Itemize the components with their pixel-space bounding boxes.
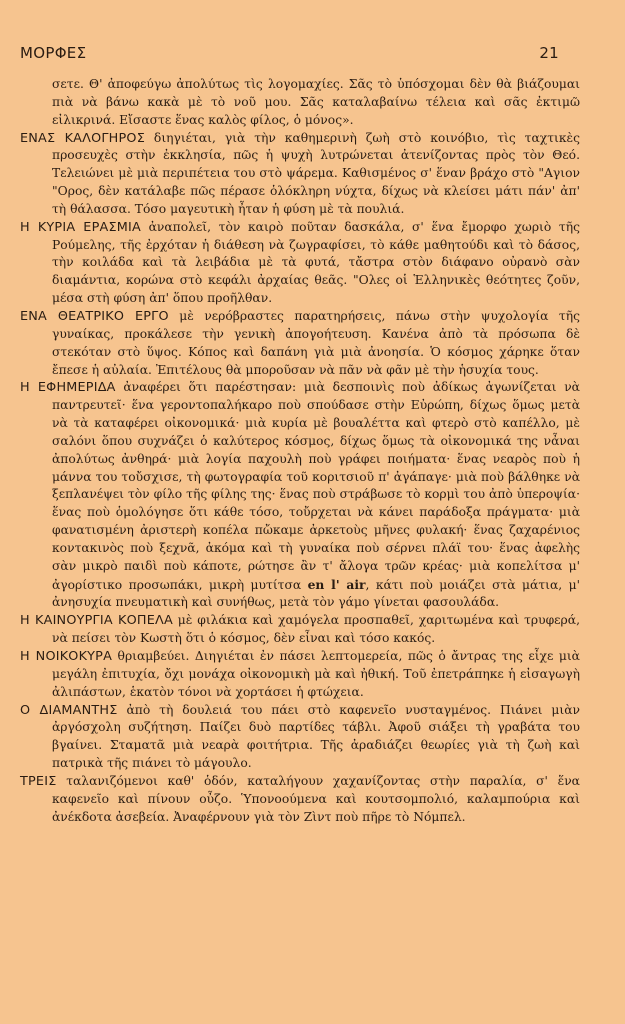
paragraph-title: ΕΝΑΣ ΚΑΛΟΓΗΡΟΣ xyxy=(20,130,145,146)
page-number: 21 xyxy=(539,44,559,62)
paragraph-title: Η ΝΟΙΚΟΚΥΡΑ xyxy=(20,649,113,664)
paragraph-three xyxy=(20,773,580,827)
paragraph-text: ἀναφέρει ὅτι παρέστησαν: μιὰ δεσποινὶς ποὺ ἀδίκως ἀγωνίζεται νὰ παντρευτεῖ· ἕνα γεροντοπαλήκαρο ποὺ σπούδασε στὴν Εὐρώπη, δίχως ὅμως μετὰ νὰ τὰ καταφέρει οἰκονομικά· μιὰ κυρία μὲ βουαλέττα καὶ φτερὸ στὸ καπέλλο, μὲ σαλόνι ὅπου συχνάζει ὁ καλύτερος κόσμος, δίχως ὅμως τὰ οἰκονομικά της νἆναι ἀπολύτως ἀνθηρά· μιὰ λογία παχουλὴ ποὺ γράφει ποιήματα· ἕνας νεαρὸς ποὺ ἡ μάννα του τοὔσχισε, τὴ φωτογραφία τοῦ κοριτσιοῦ π' ἀγάπαγε· μιὰ ποὺ βάλθηκε νὰ ξεπλανέψει τὸν φίλο τῆς φίλης της· ἕνας ποὺ στράβωσε τὸ κορμὶ του ἀπὸ ὑπεροψία· ἕνας ποὺ ὁμολόγησε ὅτι κάθε τόσο, τοὔρχεται νὰ κάνει παράδοξα πράγματα· μιὰ φανατισμένη ἀριστερὴ κοπέλα πὤκαμε ἀρκετοὺς μῆνες φυλακή· ἕνας ζαχαρένιος κοντακινὸς ποὺ ξεχνᾶ, ἀκόμα καὶ τὴ γυναίκα ποὺ σέρνει πλάϊ του· ἕνας ἀφελὴς σὰν μικρὸ παιδὶ ποὺ κάποτε, ρώτησε ἂν τ' ἄλογα τρῶν κρέας· μιὰ κοπελίτσα μ' ἀγορίστικο προσωπάκι, μικρὴ μυτίτσα en l' air, κάτι ποὺ μοιάζει στὰ μάτια, μ' ἀνησυχία πνευματικὴ καὶ συνήθως, μετὰ τὸν γάμο γίνεται φασουλάδα. xyxy=(52,380,580,610)
paragraph-text: διηγιέται, γιὰ τὴν καθημερινὴ ζωὴ στὸ κοινόβιο, τὶς ταχτικὲς προσευχὲς στὴν ἐκκλησία, πῶς ἡ ψυχὴ λυτρώνεται ἀτενίζοντας πρὸς τὸν Θεό. Τελειώνει μὲ μιὰ περιπέτεια του στὸ ψάρεμα. Καθισμένος σ' ἕναν βράχο στὸ "Αγιον "Ορος, δὲν κατάλαβε πῶς πέρασε ὁλόκληρη νύχτα, δίχως νὰ κλείσει μάτι πάν' ἀπ' τὴ θάλασσα. Τόσο μαγευτικὴ ἦταν ἡ φύση μὲ τὰ πουλιά. xyxy=(52,130,580,216)
paragraph-play xyxy=(20,308,580,379)
paragraph-diamantis xyxy=(20,702,580,773)
paragraph-continuation xyxy=(20,76,580,130)
paragraph-newspaper xyxy=(20,379,580,612)
page-body xyxy=(20,76,580,826)
paragraph-text: ταλανιζόμενοι καθ' ὁδόν, καταλήγουν χαχανίζοντας στὴν παραλία, σ' ἕνα καφενεῖο καὶ πίνουν οὖζο. Ὑπονοούμενα καὶ κουτσομπολιό, καλαμπούρια καὶ ἀνέκδοτα ἀσεβεία. Ἀναφέρνουν γιὰ τὸν Ζὶντ ποὺ πῆρε τὸ Νόμπελ. xyxy=(52,773,580,824)
running-header xyxy=(20,44,559,62)
paragraph-erasmia xyxy=(20,219,580,308)
paragraph-title: Η ΚΑΙΝΟΥΡΓΙΑ ΚΟΠΕΛΑ xyxy=(20,613,173,629)
paragraph-title: Ο ΔΙΑΜΑΝΤΗΣ xyxy=(20,702,118,718)
paragraph-title: Η ΕΦΗΜΕΡΙΔΑ xyxy=(20,380,116,396)
paragraph-text: ἀναπολεῖ, τὸν καιρὸ ποῦταν δασκάλα, σ' ἕνα ἔμορφο χωριὸ τῆς Ρούμελης, τῆς ἐρχόταν ἡ διάθεση νὰ ζωγραφίσει, τὸ κάθε μαθητούδι καὶ τὸ δάσος, τὴν κοιλάδα καὶ τὰ λειβάδια μὲ τὰ φυτά, τἄστρα στὸν διάφανο οὐρανὸ σὰν διαμάντια, κορώνα στὸ κεφάλι ἀρχαίας θεᾶς. "Ολες οἱ Ἑλληνικὲς θεότητες ζοῦν, μέσα στὴ φύση ἀπ' ὅπου προῆλθαν. xyxy=(52,219,580,306)
paragraph-text: σετε. Θ' ἀποφεύγω ἀπολύτως τὶς λογομαχίες. Σᾶς τὸ ὑπόσχομαι δὲν θὰ βιάζουμαι πιὰ νὰ βάνω κακὰ μὲ τὸ νοῦ μου. Σᾶς καταλαβαίνω τέλεια καὶ σᾶς ἐκτιμῶ εἰλικρινά. Εἴσαστε ἕνας καλὸς φίλος, ὁ μόνος». xyxy=(52,77,580,127)
paragraph-title: Η ΚΥΡΙΑ ΕΡΑΣΜΙΑ xyxy=(20,219,141,235)
paragraph-new-girl xyxy=(20,612,580,648)
running-title: ΜΟΡΦΕΣ xyxy=(20,44,87,62)
paragraph-title: ΤΡΕΙΣ xyxy=(20,773,57,789)
paragraph-title: ΕΝΑ ΘΕΑΤΡΙΚΟ ΕΡΓΟ xyxy=(20,308,169,324)
paragraph-text: ἀπὸ τὴ δουλειά του πάει στὸ καφενεῖο νυσταγμένος. Πιάνει μιὰν ἀργόσχολη συζήτηση. Παίζει δυὸ παρτίδες τάβλι. Ἀφοῦ σιάξει τὴ γραβάτα του βγαίνει. Σταματᾶ μιὰ νεαρὰ φοιτήτρια. Τῆς ἀραδιάζει θεωρίες γιὰ τὴ ζωὴ καὶ πατρικὰ τῆς πιάνει τὸ μάγουλο. xyxy=(52,702,580,771)
paragraph-housewife xyxy=(20,648,580,702)
paragraph-text: θριαμβεύει. Διηγιέται ἐν πάσει λεπτομερεία, πῶς ὁ ἄντρας της εἶχε μιὰ μεγάλη ἐπιτυχία, ὄχι μονάχα οἰκονομικὴ μὰ καὶ ἠθική. Τοῦ ἐπετράπηκε ἡ εἰσαγωγὴ ἀλιπάστων, ἑκατὸν τόνοι νὰ χορτάσει ἡ φτώχεια. xyxy=(52,649,580,699)
paragraph-text: μὲ φιλάκια καὶ χαμόγελα προσπαθεῖ, χαριτωμένα καὶ τρυφερά, νὰ πείσει τὸν Κωστὴ ὅτι ὁ κόσμος, δὲν εἶναι καὶ τόσο κακός. xyxy=(52,613,580,646)
paragraph-monk xyxy=(20,130,580,219)
paragraph-text: μὲ νερόβραστες παρατηρήσεις, πάνω στὴν ψυχολογία τῆς γυναίκας, προκάλεσε τὴν γενικὴ ἀπογοήτευση. Κανένα ἀπὸ τὰ πρόσωπα δὲ στεκόταν στὸ ὕψος. Κόπος καὶ δαπάνη γιὰ μιὰ ἀνοησία. Ὁ κόσμος χάρηκε ὅταν ἔπεσε ἡ αὐλαία. Ἐπιτέλους θὰ μποροῦσαν νὰ πᾶν νὰ φᾶν μὲ τὴν ἡσυχία τους. xyxy=(52,308,580,377)
